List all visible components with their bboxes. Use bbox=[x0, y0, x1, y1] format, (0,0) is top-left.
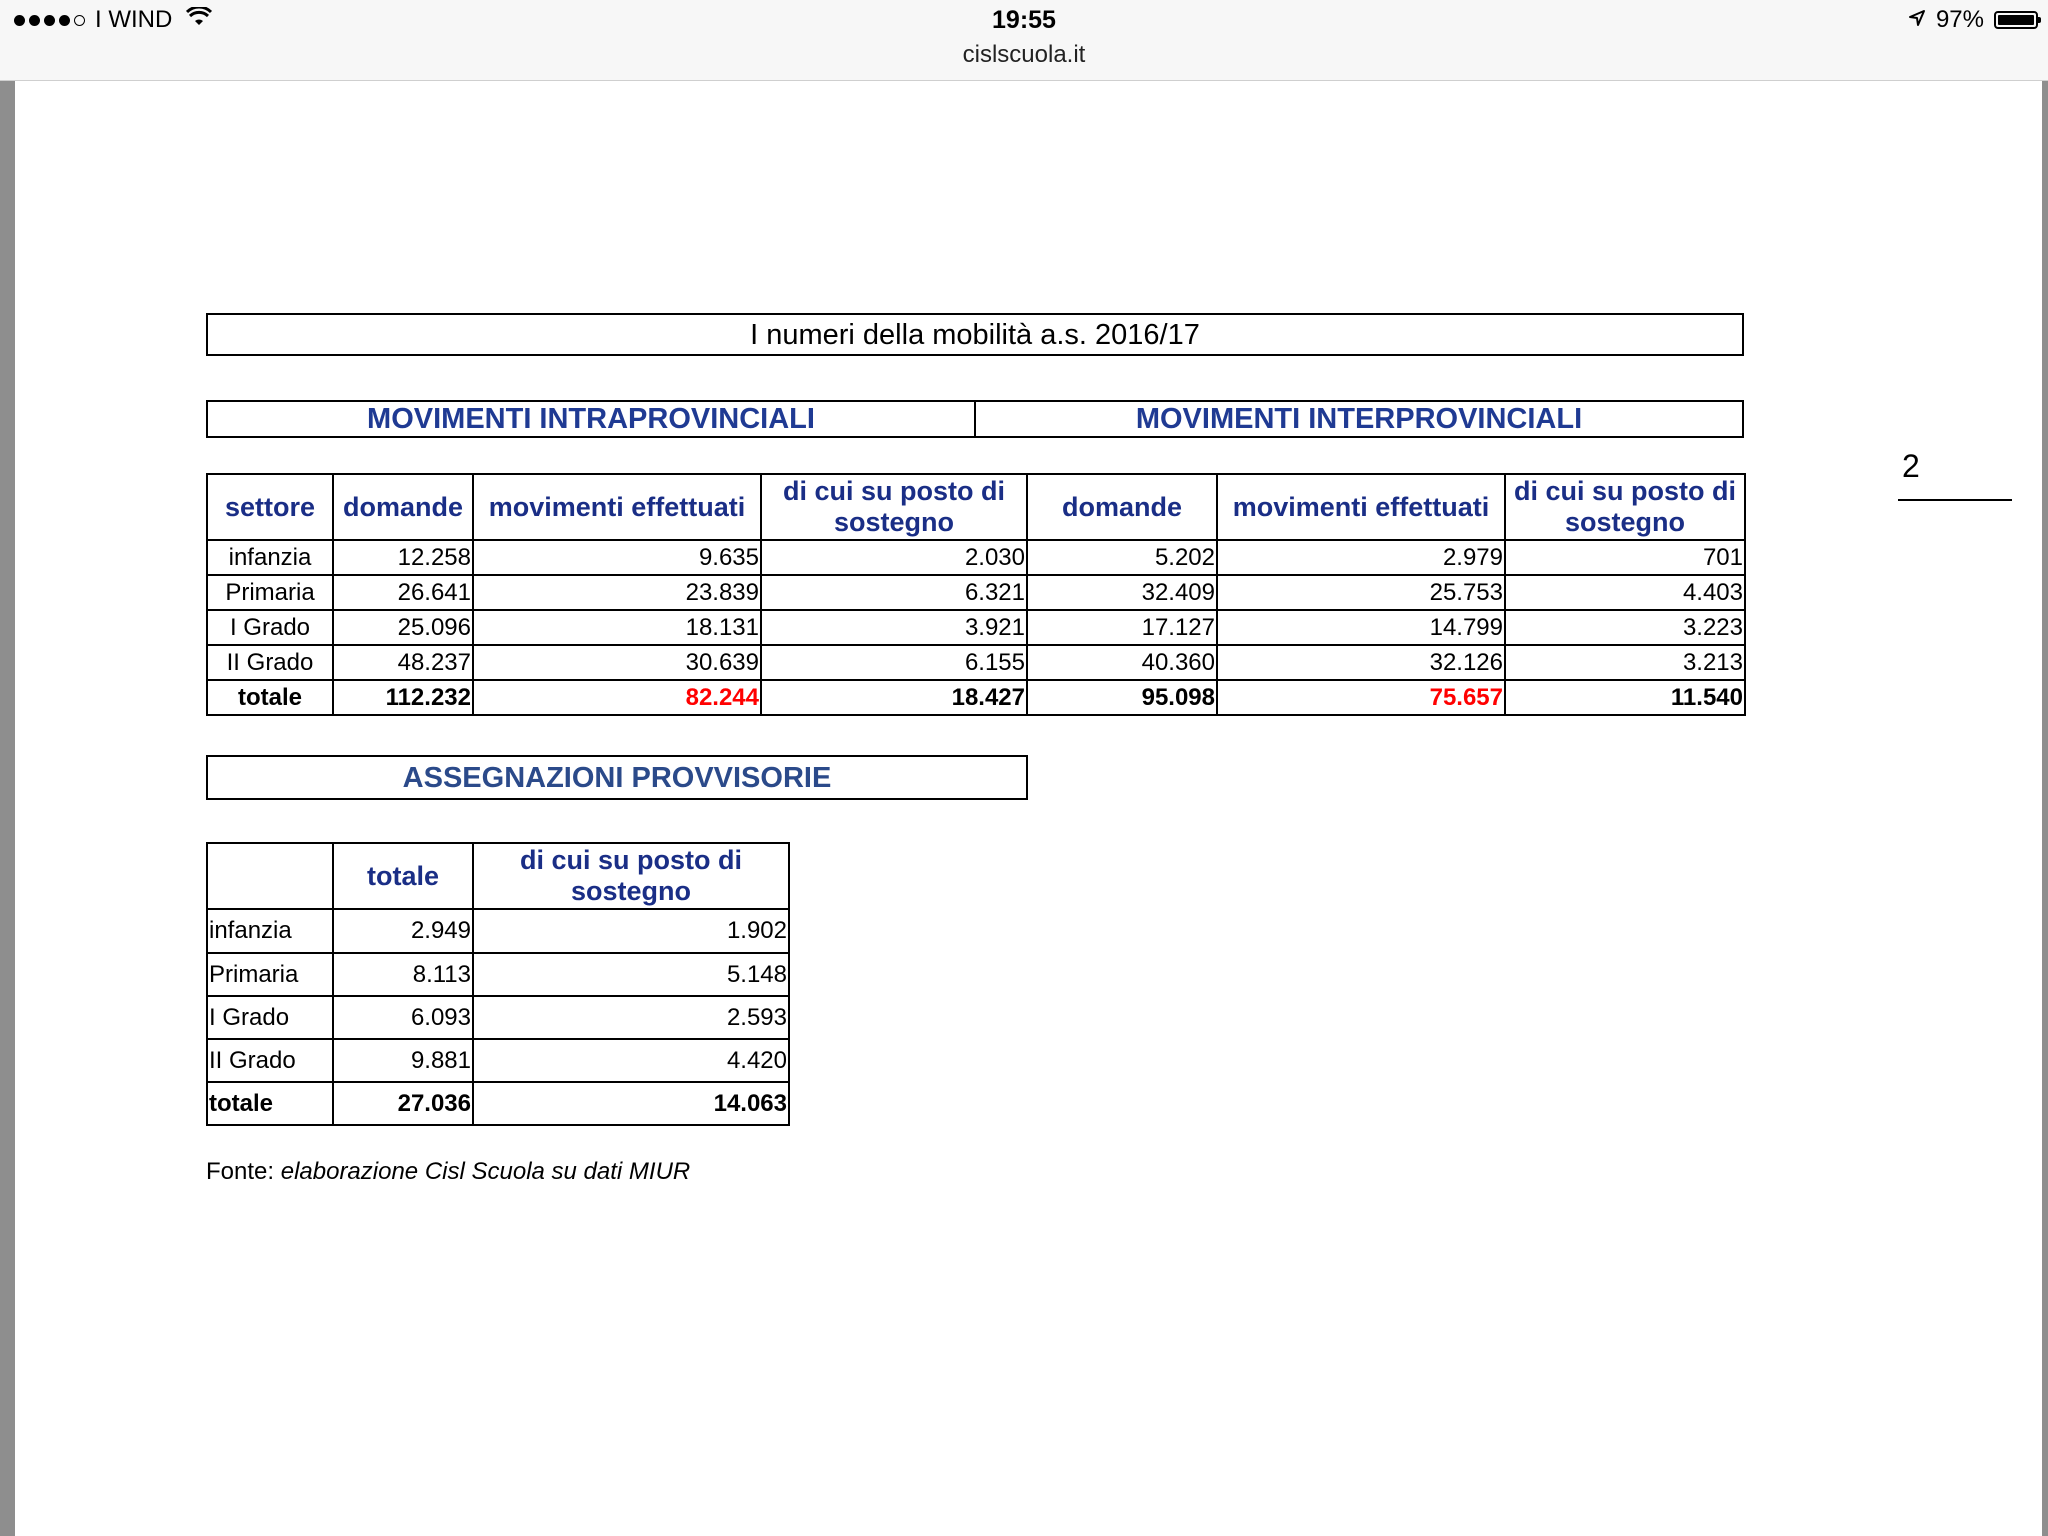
table-cell: 2.949 bbox=[333, 909, 473, 953]
table-cell: 32.409 bbox=[1027, 575, 1217, 610]
header-cell: settore bbox=[207, 474, 333, 540]
status-right bbox=[1908, 6, 2038, 34]
assegnazioni-table bbox=[206, 842, 790, 1126]
table-cell: 6.093 bbox=[333, 996, 473, 1039]
table-cell: 6.155 bbox=[761, 645, 1027, 680]
table-cell: 30.639 bbox=[473, 645, 761, 680]
table-cell: 12.258 bbox=[333, 540, 473, 575]
table-row bbox=[207, 645, 1745, 680]
section-assegn-box bbox=[206, 755, 1028, 800]
table-cell: 48.237 bbox=[333, 645, 473, 680]
carrier-name: I WIND bbox=[95, 6, 173, 33]
table-row bbox=[207, 575, 1745, 610]
table-cell: 9.635 bbox=[473, 540, 761, 575]
mobility-table bbox=[206, 473, 1746, 716]
table-cell: 4.420 bbox=[473, 1039, 789, 1082]
table-cell: 11.540 bbox=[1505, 680, 1745, 715]
table-cell: 25.096 bbox=[333, 610, 473, 645]
table-row bbox=[207, 1039, 789, 1082]
table-cell: 40.360 bbox=[1027, 645, 1217, 680]
header-cell: movimenti effettuati bbox=[473, 474, 761, 540]
row-label: infanzia bbox=[207, 909, 333, 953]
table-cell: 5.202 bbox=[1027, 540, 1217, 575]
table-cell: 23.839 bbox=[473, 575, 761, 610]
header-cell: di cui su posto di sostegno bbox=[1505, 474, 1745, 540]
table-header-row bbox=[207, 843, 789, 909]
table-header-row bbox=[207, 474, 1745, 540]
table-row bbox=[207, 953, 789, 996]
table-cell: 112.232 bbox=[333, 680, 473, 715]
source-label: Fonte: bbox=[206, 1158, 281, 1185]
page-number-rule bbox=[1898, 499, 2012, 501]
battery-icon bbox=[1994, 11, 2038, 29]
table-cell: 95.098 bbox=[1027, 680, 1217, 715]
table-cell-highlight: 82.244 bbox=[473, 680, 761, 715]
table-cell: 18.427 bbox=[761, 680, 1027, 715]
row-label: II Grado bbox=[207, 1039, 333, 1082]
clock: 19:55 bbox=[992, 6, 1056, 34]
table-cell: 1.902 bbox=[473, 909, 789, 953]
table-cell: 25.753 bbox=[1217, 575, 1505, 610]
row-label: totale bbox=[207, 680, 333, 715]
header-cell: domande bbox=[333, 474, 473, 540]
section-assegn-title: ASSEGNAZIONI PROVVISORIE bbox=[402, 762, 832, 794]
section-intra-title: MOVIMENTI INTRAPROVINCIALI bbox=[367, 403, 815, 435]
table-cell: 2.593 bbox=[473, 996, 789, 1039]
header-cell: di cui su posto di sostegno bbox=[761, 474, 1027, 540]
source-note bbox=[206, 1158, 690, 1186]
table-cell: 5.148 bbox=[473, 953, 789, 996]
source-text: elaborazione Cisl Scuola su dati MIUR bbox=[280, 1158, 691, 1185]
table-cell: 3.921 bbox=[761, 610, 1027, 645]
viewer-left-gutter bbox=[0, 81, 15, 1536]
table-cell: 8.113 bbox=[333, 953, 473, 996]
table-cell: 2.979 bbox=[1217, 540, 1505, 575]
table-cell: 2.030 bbox=[761, 540, 1027, 575]
status-bar bbox=[0, 0, 2048, 81]
table-total-row bbox=[207, 1082, 789, 1125]
table-cell: 18.131 bbox=[473, 610, 761, 645]
table-cell: 3.213 bbox=[1505, 645, 1745, 680]
table-cell: 9.881 bbox=[333, 1039, 473, 1082]
section-inter-title: MOVIMENTI INTERPROVINCIALI bbox=[974, 402, 1742, 436]
table-cell-highlight: 75.657 bbox=[1217, 680, 1505, 715]
header-cell: totale bbox=[333, 843, 473, 909]
row-label: totale bbox=[207, 1082, 333, 1125]
table-cell: 32.126 bbox=[1217, 645, 1505, 680]
row-label: II Grado bbox=[207, 645, 333, 680]
battery-percent: 97% bbox=[1935, 6, 1984, 33]
table-cell: 14.063 bbox=[473, 1082, 789, 1125]
row-label: infanzia bbox=[207, 540, 333, 575]
url-bar[interactable]: cislscuola.it bbox=[962, 41, 1086, 68]
row-label: I Grado bbox=[207, 996, 333, 1039]
table-row bbox=[207, 540, 1745, 575]
table-cell: 4.403 bbox=[1505, 575, 1745, 610]
viewer-right-gutter bbox=[2042, 81, 2048, 1536]
section-header-row bbox=[206, 400, 1744, 438]
row-label: Primaria bbox=[207, 575, 333, 610]
row-label: Primaria bbox=[207, 953, 333, 996]
location-arrow-icon bbox=[1908, 6, 1926, 34]
table-total-row bbox=[207, 680, 1745, 715]
page-number: 2 bbox=[1902, 448, 1920, 484]
table-cell: 17.127 bbox=[1027, 610, 1217, 645]
header-cell: domande bbox=[1027, 474, 1217, 540]
header-cell: movimenti effettuati bbox=[1217, 474, 1505, 540]
table-row bbox=[207, 909, 789, 953]
table-cell: 701 bbox=[1505, 540, 1745, 575]
row-label: I Grado bbox=[207, 610, 333, 645]
table-cell: 6.321 bbox=[761, 575, 1027, 610]
header-cell: di cui su posto di sostegno bbox=[473, 843, 789, 909]
table-cell: 27.036 bbox=[333, 1082, 473, 1125]
table-cell: 14.799 bbox=[1217, 610, 1505, 645]
table-cell: 26.641 bbox=[333, 575, 473, 610]
table-row bbox=[207, 996, 789, 1039]
document-title: I numeri della mobilità a.s. 2016/17 bbox=[206, 313, 1744, 356]
pdf-page[interactable] bbox=[15, 81, 2042, 1536]
table-row bbox=[207, 610, 1745, 645]
header-cell bbox=[207, 843, 333, 909]
table-cell: 3.223 bbox=[1505, 610, 1745, 645]
